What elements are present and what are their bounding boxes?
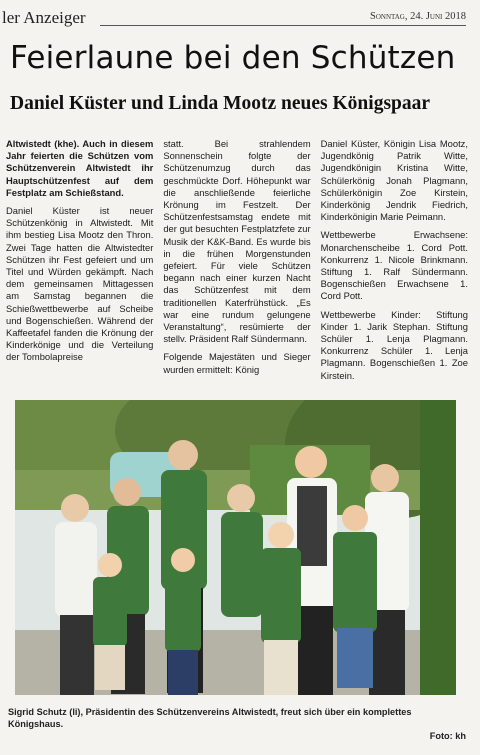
column-2 bbox=[163, 138, 310, 392]
photo-caption: Sigrid Schutz (li), Präsidentin des Schützenvereins Altwistedt, freut sich über ein komplettes Königshaus. bbox=[8, 707, 412, 729]
column-3 bbox=[321, 138, 468, 392]
adult-results: Wettbewerbe Erwachsene: Monarchenscheibe 1. Cord Pott. Konkurrenz 1. Nicole Brinkmann. Stiftung 1. Ralf Sündermann. Bogenschießen Erwachsene 1. Cord Pott. bbox=[320, 229, 468, 302]
column-1 bbox=[6, 138, 153, 392]
paragraph: statt. Bei strahlendem Sonnenschein folgte der Schützenumzug durch das geschmückte Dorf. Höhepunkt war die anschließende feierliche Krönung im Festzelt. Der Schützenfestsamstag endete mit der gut besuchten Festplatzfete zur Musik der K&K-Band. Es wurde bis in die frühen Morgenstunden gefeiert. Für viele Schützen begann nach einer kurzen Nacht das Schützenfest mit dem traditionellen Katerfrühstück. „Es war eine rundum gelungene Veranstaltung“, resümierte der stellv. Präsident Ralf Sündermann. bbox=[163, 138, 311, 345]
headline: Feierlaune bei den Schützen bbox=[10, 40, 456, 76]
masthead bbox=[0, 8, 480, 32]
group-photo bbox=[15, 400, 456, 695]
paragraph: Daniel Küster ist neuer Schützenkönig in Altwistedt. Mit ihm bestieg Lisa Mootz den Thron. Zwei Tage hatten die Altwistedter Schützen ihr Fest gefeiert und um Titel und Würden gekämpft. Nach dem gemeinsamen Mittagessen am Samstag begannen die Schießwettbewerbe auf Scheibe und Bogenschießen. Während der Kaffeetafel fanden die Krönung der Kinderkönige und die Verteilung der Tombolapreise bbox=[6, 205, 154, 363]
newspaper-name: ler Anzeiger bbox=[2, 8, 86, 27]
group-photo-illustration bbox=[15, 400, 456, 695]
winners-list: Daniel Küster, Königin Lisa Mootz, Jugendkönig Patrik Witte, Jugendkönigin Kristina Witte, Schülerkönig Jonah Plagmann, Schülerkönigin Zoe Kirstein, Kinderkönig Jendrik Fiedrich, Kinderkönigin Marie Peimann. bbox=[320, 138, 468, 223]
photo-credit: Foto: kh bbox=[429, 731, 466, 741]
issue-date: Sonntag, 24. Juni 2018 bbox=[366, 11, 466, 22]
subheadline: Daniel Küster und Linda Mootz neues Königspaar bbox=[10, 93, 431, 114]
masthead-rule bbox=[100, 25, 466, 26]
lead-paragraph: Altwistedt (khe). Auch in diesem Jahr feierten die Schützen vom Schützenverein Altwistedt ihr Hauptschützenfest auf dem Festplatz am Schießstand. bbox=[6, 138, 154, 198]
children-results: Wettbewerbe Kinder: Stiftung Kinder 1. Jarik Stephan. Stiftung Schüler 1. Lenja Plagmann. Konkurrenz Schüler 1. Lenja Plagmann. Bogenschießen 1. Zoe Kirstein. bbox=[320, 308, 468, 381]
paragraph: Folgende Majestäten und Sieger wurden ermittelt: König bbox=[163, 351, 311, 375]
article-body bbox=[6, 138, 468, 392]
